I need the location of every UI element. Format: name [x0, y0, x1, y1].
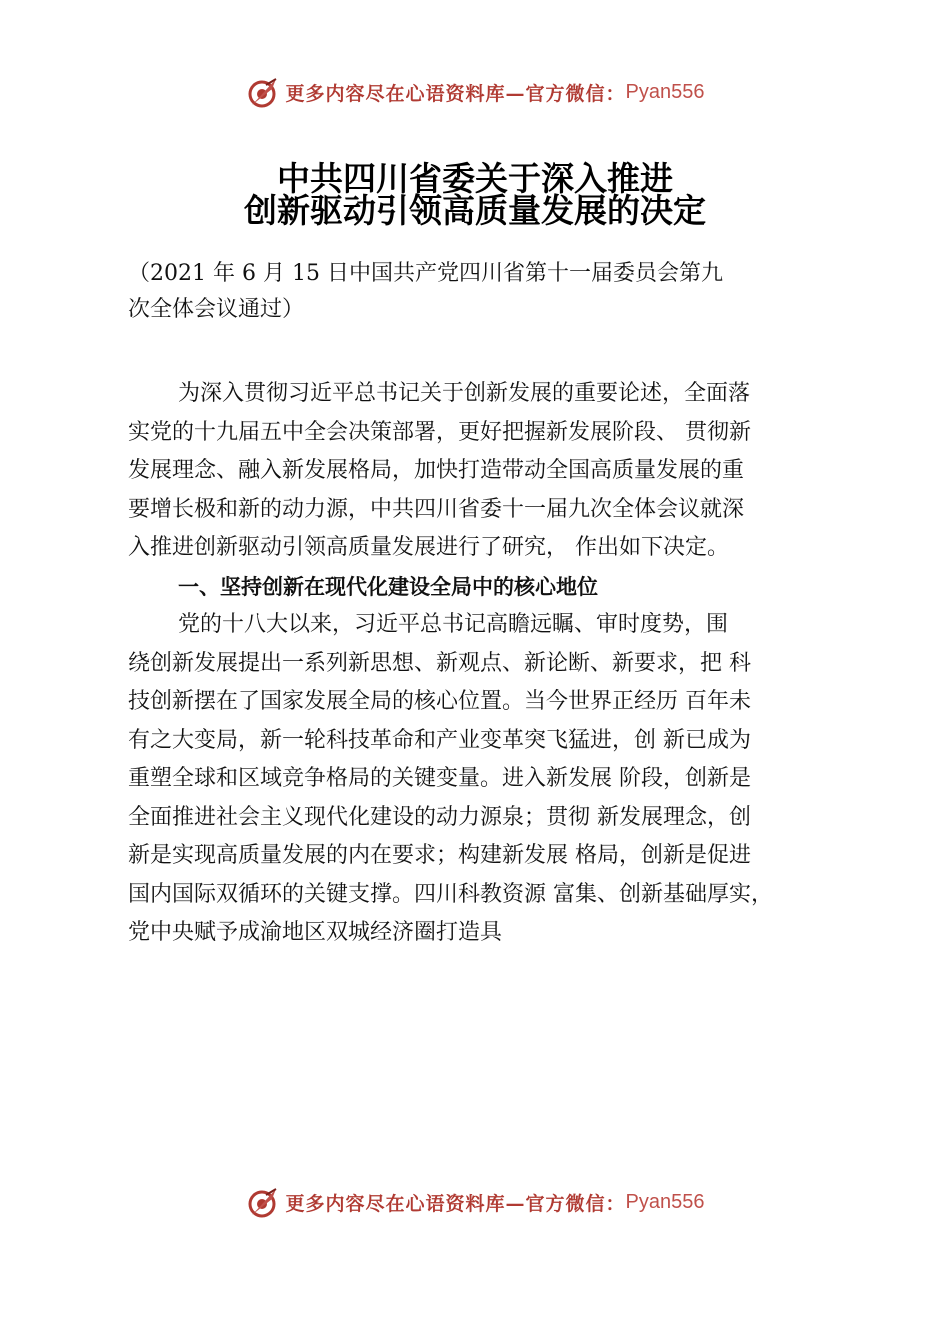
footer-banner: [0, 1182, 950, 1222]
paragraph-line: 绕创新发展提出一系列新思想、新观点、新论断、新要求，把 科: [128, 650, 751, 676]
paragraph-line: 发展理念、融入新发展格局，加快打造带动全国高质量发展的重: [128, 458, 745, 483]
paragraph-line: 新是实现高质量发展的内在要求；构建新发展 格局，创新是促进: [128, 843, 751, 868]
document-title-line-2: 创新驱动引领高质量发展的决定: [244, 191, 706, 230]
document-title-line-1: 中共四川省委关于深入推进: [277, 159, 673, 198]
paragraph-line: 国内国际双循环的关键支撑。四川科教资源 富集、创新基础厚实，: [128, 881, 773, 907]
paragraph-line: 入推进创新驱动引领高质量发展进行了研究， 作出如下决定。: [128, 535, 729, 560]
banner-text: 更多内容尽在心语资料库—官方微信：: [285, 82, 626, 105]
paragraph-line: 党中央赋予成渝地区双城经济圈打造具: [128, 920, 503, 945]
paragraph-line: 全面推进社会主义现代化建设的动力源泉；贯彻 新发展理念，创: [128, 804, 751, 830]
paragraph-line: 有之大变局，新一轮科技革命和产业变革突飞猛进，创 新已成为: [128, 727, 751, 753]
banner-wechat-id: Pyan556: [625, 80, 705, 103]
paragraph-line: 为深入贯彻习近平总书记关于创新发展的重要论述，全面落: [178, 381, 751, 406]
paragraph-line: 要增长极和新的动力源，中共四川省委十一届九次全体会议就深: [128, 496, 745, 522]
document-body: [128, 375, 848, 953]
paragraph-line: 技创新摆在了国家发展全局的核心位置。当今世界正经历 百年未: [128, 689, 751, 714]
document-subtitle: [128, 256, 828, 328]
section-heading: 一、坚持创新在现代化建设全局中的核心地位: [178, 574, 598, 599]
paragraph-line: 实党的十九届五中全会决策部署，更好把握新发展阶段、 贯彻新: [128, 419, 751, 445]
subtitle-line: 次全体会议通过）: [128, 297, 305, 322]
banner-text: 更多内容尽在心语资料库—官方微信：: [285, 1192, 626, 1215]
header-banner: [0, 72, 950, 112]
paragraph-line: 重塑全球和区域竞争格局的关键变量。进入新发展 阶段，创新是: [128, 766, 751, 791]
subtitle-line: （2021 年 6 月 15 日中国共产党四川省第十一届委员会第九: [128, 261, 723, 286]
quill-logo-icon: [246, 1185, 280, 1219]
banner-wechat-id: Pyan556: [625, 1190, 705, 1213]
quill-logo-icon: [246, 75, 280, 109]
paragraph-line: 党的十八大以来，习近平总书记高瞻远瞩、审时度势，围: [178, 612, 729, 637]
